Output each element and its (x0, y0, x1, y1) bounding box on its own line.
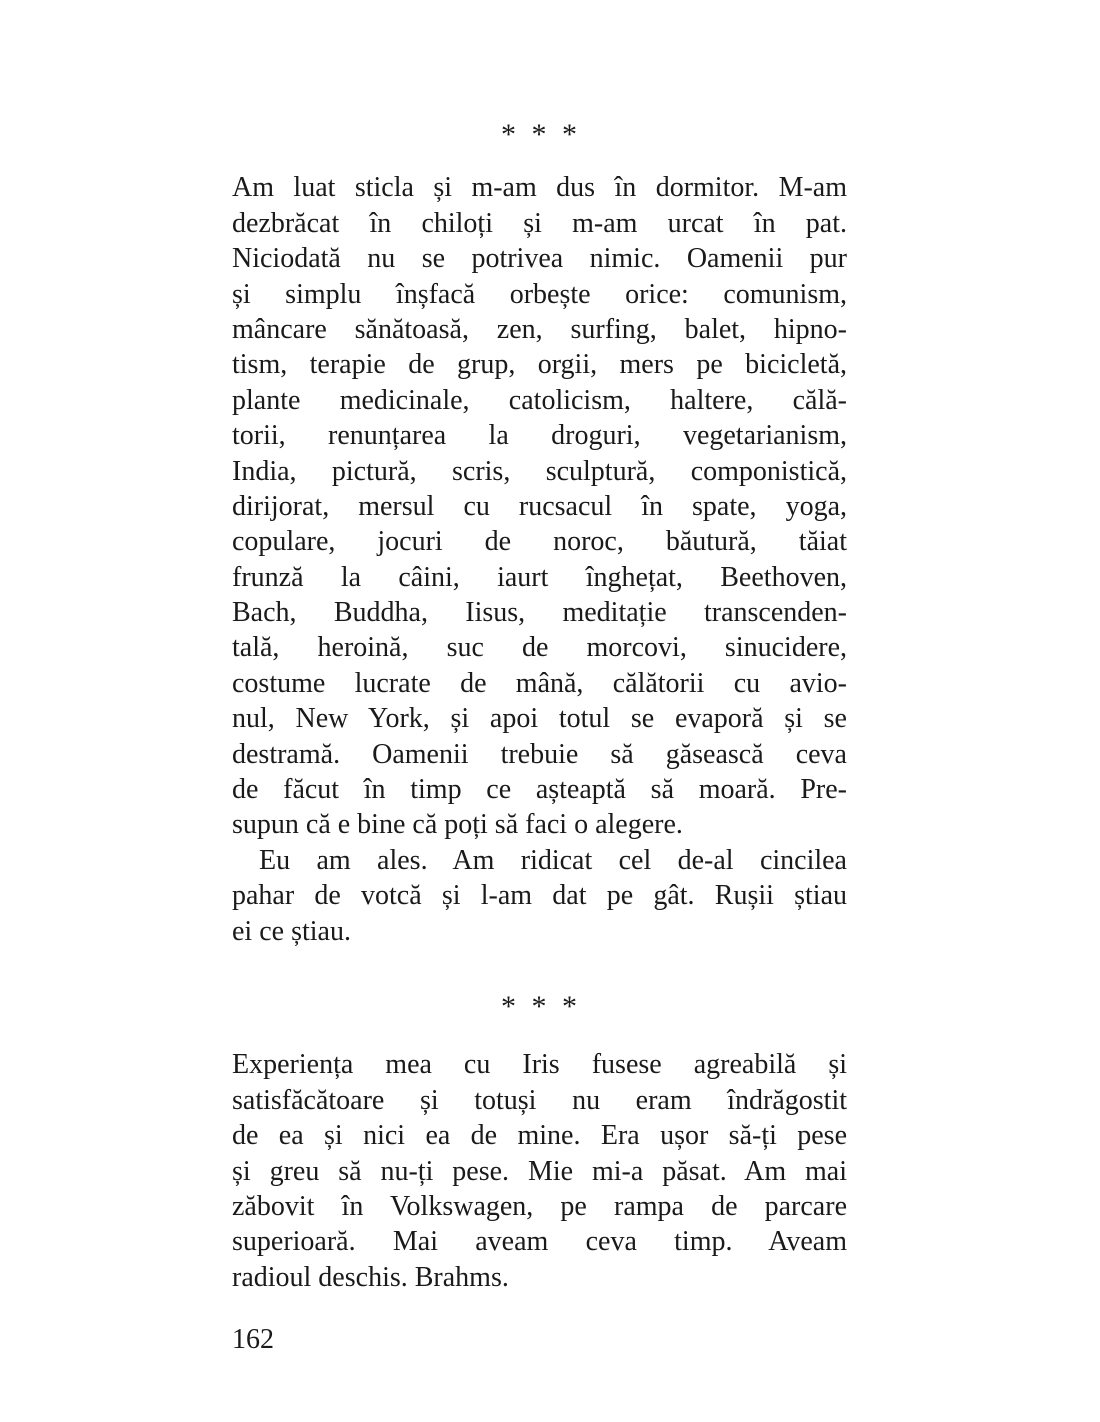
text-line: frunză la câini, iaurt înghețat, Beethoven, (232, 561, 847, 593)
text-line: India, pictură, scris, sculptură, componistică, (232, 455, 847, 487)
text-line: tală, heroină, suc de morcovi, sinucidere, (232, 632, 847, 664)
page-number: 162 (232, 1324, 274, 1355)
paragraph (232, 170, 847, 842)
text-line: torii, renunțarea la droguri, vegetarianism, (232, 420, 847, 452)
text-line: superioară. Mai aveam ceva timp. Aveam (232, 1226, 847, 1258)
text-line: copulare, jocuri de noroc, băutură, tăiat (232, 526, 847, 558)
text-line: Bach, Buddha, Iisus, meditație transcenden- (232, 597, 847, 629)
text-line: supun că e bine că poți să faci o alegere. (232, 809, 683, 841)
text-line: zăbovit în Volkswagen, pe rampa de parcare (232, 1190, 847, 1222)
text-line: de făcut în timp ce așteaptă să moară. Pre- (232, 774, 847, 806)
section-separator: * * * (501, 118, 578, 151)
text-line: de ea și nici ea de mine. Era ușor să-ți pese (232, 1120, 847, 1152)
text-line: satisfăcătoare și totuși nu eram îndrăgostit (232, 1084, 847, 1116)
text-line: plante medicinale, catolicism, haltere, călă- (232, 384, 847, 416)
text-line: Eu am ales. Am ridicat cel de-al cincilea (259, 844, 847, 876)
text-line: Am luat sticla și m-am dus în dormitor. M-am (232, 172, 847, 204)
text-line: ei ce știau. (232, 915, 351, 947)
text-line: radioul deschis. Brahms. (232, 1261, 509, 1293)
paragraph (232, 843, 847, 949)
text-line: nul, New York, și apoi totul se evaporă și se (232, 703, 847, 735)
text-line: Niciodată nu se potrivea nimic. Oamenii pur (232, 243, 847, 275)
text-line: pahar de votcă și l-am dat pe gât. Rușii știau (232, 880, 847, 912)
text-line: mâncare sănătoasă, zen, surfing, balet, hipno- (232, 313, 847, 345)
text-line: și simplu înșfacă orbește orice: comunism, (232, 278, 847, 310)
text-line: destramă. Oamenii trebuie să găsească ceva (232, 738, 847, 770)
paragraph (232, 1047, 847, 1295)
text-line: dezbrăcat în chiloți și m-am urcat în pat. (232, 207, 847, 239)
text-line: dirijorat, mersul cu rucsacul în spate, yoga, (232, 490, 847, 522)
text-content (232, 0, 847, 1295)
text-line: Experiența mea cu Iris fusese agreabilă și (232, 1049, 847, 1081)
text-line: costume lucrate de mână, călătorii cu avio- (232, 667, 847, 699)
text-line: tism, terapie de grup, orgii, mers pe bicicletă, (232, 349, 847, 381)
section-separator: * * * (501, 990, 578, 1023)
text-line: și greu să nu-ți pese. Mie mi-a păsat. Am mai (232, 1155, 847, 1187)
